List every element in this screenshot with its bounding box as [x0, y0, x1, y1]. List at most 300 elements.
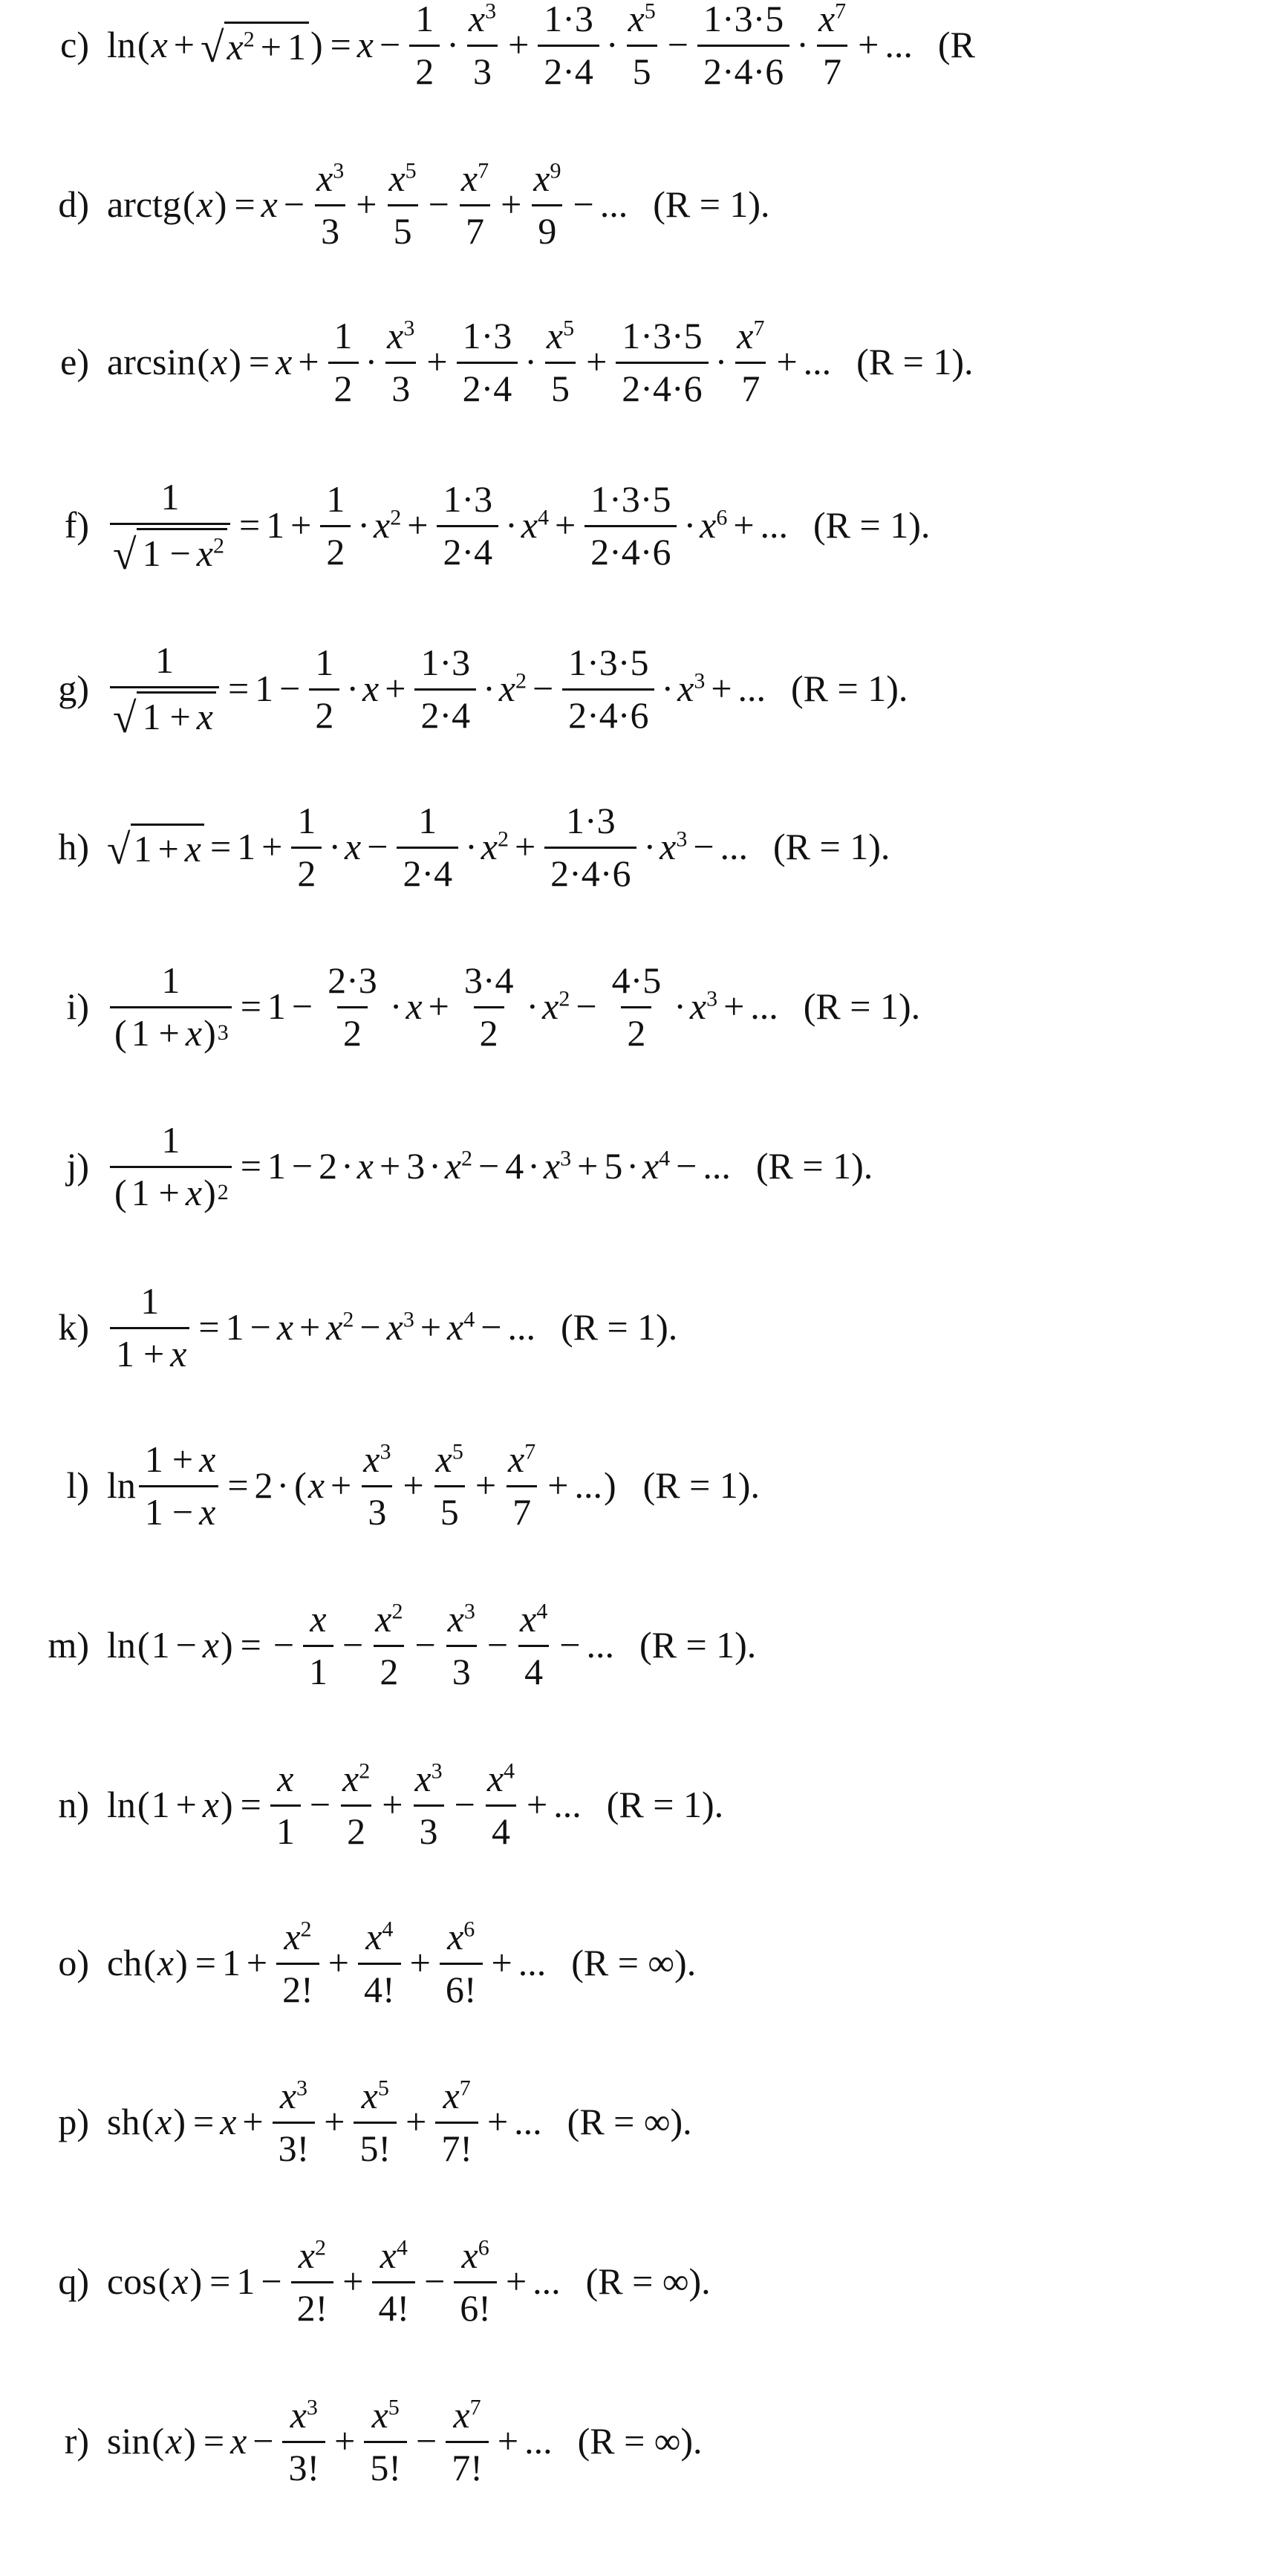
parenthesis: ( [197, 341, 210, 382]
fraction-denominator [110, 523, 230, 578]
function-name: arctg [107, 183, 181, 225]
number: 1 [131, 1171, 150, 1213]
multiplication-dot: · [276, 1464, 290, 1506]
fraction-denominator [291, 847, 322, 895]
fraction-numerator [734, 314, 767, 357]
fraction-numerator [149, 639, 180, 682]
number: 1 [142, 696, 161, 737]
formula-row [0, 791, 1270, 902]
number: 2·4 [420, 694, 471, 736]
operator: − [559, 1624, 581, 1666]
fraction [437, 477, 498, 573]
number: ... [574, 1464, 602, 1506]
multiplication-dot: · [429, 1145, 441, 1187]
number: 5 [604, 1145, 623, 1187]
variable: x [362, 668, 380, 709]
fraction-numerator [155, 959, 186, 1002]
operator: = [203, 2420, 225, 2462]
formula-expression [107, 639, 766, 742]
convergence-radius: (R = ∞). [567, 2101, 692, 2142]
power-exponent: 3 [296, 2075, 308, 2100]
power-term [380, 2234, 408, 2277]
number: 4! [378, 2286, 410, 2329]
operator: + [723, 985, 745, 1027]
number: 1 [333, 314, 353, 356]
operator: − [380, 24, 401, 65]
operator: + [497, 2420, 519, 2462]
operator: + [169, 696, 191, 737]
power-term [362, 2074, 389, 2117]
number: 4 [524, 1650, 544, 1692]
operator: = [227, 668, 250, 709]
power-term [374, 503, 401, 547]
formula-expression [107, 799, 748, 895]
multiplication-dot: · [357, 504, 371, 546]
number: 1 [267, 1145, 286, 1187]
fraction-denominator [372, 2281, 415, 2329]
fraction [538, 0, 599, 93]
operator: + [172, 1438, 194, 1480]
operator: + [486, 2101, 509, 2142]
operator: = [240, 1784, 261, 1825]
multiplication-dot: · [346, 668, 359, 709]
power-term [818, 0, 846, 40]
power-exponent: 3 [403, 315, 415, 340]
fraction [458, 959, 520, 1054]
fraction [282, 2393, 325, 2489]
number: 1 [287, 25, 306, 68]
operator: − [283, 183, 305, 225]
formula-expression [107, 0, 913, 93]
power-base: x [542, 985, 559, 1027]
number: ... [553, 1784, 582, 1825]
multiplication-dot: · [643, 826, 657, 867]
operator: + [356, 183, 377, 225]
fraction-numerator [369, 2393, 403, 2436]
fraction [358, 1915, 401, 2011]
power-base: x [279, 2074, 297, 2116]
power-base: x [453, 2393, 470, 2436]
variable: x [184, 827, 201, 870]
number: 1·3 [443, 477, 493, 520]
operator: − [309, 1784, 331, 1825]
operator: + [426, 341, 448, 382]
operator: + [175, 1784, 197, 1825]
number: 2 [342, 1011, 362, 1054]
fraction-numerator [484, 1757, 518, 1800]
multiplication-dot: · [626, 1145, 639, 1187]
operator: − [291, 1145, 313, 1187]
fraction-numerator [437, 477, 498, 521]
number: ... [599, 183, 628, 225]
power-exponent: 4 [463, 1307, 475, 1332]
operator: = [234, 183, 255, 225]
operator: − [667, 24, 688, 65]
number: 1·3 [544, 0, 593, 39]
variable: x [356, 24, 374, 65]
fraction-numerator [384, 314, 417, 357]
fraction [110, 959, 232, 1054]
power-exponent: 3 [694, 668, 706, 694]
fraction-denominator [616, 362, 708, 410]
fraction-numerator [322, 959, 383, 1002]
operator: − [253, 2420, 274, 2462]
formula-content [0, 1110, 873, 1222]
power-term [542, 985, 570, 1028]
formula-content [0, 2226, 711, 2337]
fraction-denominator [584, 525, 677, 573]
power-base: x [290, 2393, 307, 2436]
fraction-denominator [409, 45, 440, 93]
fraction [815, 0, 849, 93]
number: 1·3 [565, 799, 616, 841]
fraction-numerator [606, 959, 668, 1002]
radicand [131, 824, 204, 870]
fraction-denominator [474, 1006, 504, 1054]
number: ... [533, 2260, 561, 2302]
power-exponent: 7 [753, 315, 765, 340]
power-term [677, 667, 705, 710]
fraction-numerator [459, 2234, 492, 2277]
fraction [454, 2234, 497, 2329]
parenthesis: ( [157, 2260, 171, 2302]
function-name: ln [107, 1624, 136, 1666]
formula-content [0, 791, 890, 902]
power-base: x [380, 2234, 397, 2276]
formula-content [0, 633, 908, 744]
operator: = [195, 1942, 216, 1983]
power-base: x [374, 504, 391, 546]
fraction-numerator [274, 1757, 296, 1800]
number: 3! [288, 2446, 320, 2488]
operator: + [428, 985, 449, 1027]
power-exponent: 5 [644, 0, 656, 23]
formula-content [0, 0, 975, 100]
operator: − [478, 1145, 500, 1187]
formula-label: p) [58, 2101, 89, 2142]
power-term [375, 1597, 403, 1640]
power-base: x [365, 1915, 382, 1957]
radical-sign-icon: √ [200, 25, 224, 71]
fraction-denominator [341, 1804, 371, 1853]
power-base: x [342, 1757, 359, 1799]
convergence-radius: (R = 1). [791, 668, 908, 709]
power-base: x [298, 2234, 315, 2276]
parenthesis: ( [143, 1942, 156, 1983]
number: 3 [321, 209, 340, 252]
fraction-denominator [337, 1006, 368, 1054]
power-base: x [447, 1306, 464, 1348]
power-term [284, 1915, 311, 1958]
fraction [544, 799, 636, 895]
fraction [584, 477, 677, 573]
operator: + [406, 2101, 427, 2142]
power-term [448, 1597, 475, 1640]
power-base: x [628, 0, 645, 39]
power-base: x [414, 1757, 432, 1799]
fraction-numerator [339, 1757, 373, 1800]
operator: − [172, 1490, 194, 1533]
operator: + [298, 341, 319, 382]
number: 1 [131, 1011, 150, 1054]
parenthesis: ) [173, 2101, 186, 2142]
power-term [700, 503, 727, 547]
fraction-numerator [517, 1597, 550, 1640]
formula-label: m) [48, 1624, 89, 1666]
power-base: x [444, 1145, 462, 1187]
fraction [397, 799, 458, 895]
number: 7 [823, 50, 842, 92]
formula-content [0, 2066, 692, 2177]
operator: + [334, 2420, 356, 2462]
fraction [544, 314, 577, 410]
fraction-numerator [625, 0, 659, 40]
number: 1 [154, 639, 174, 681]
operator: + [527, 1784, 548, 1825]
multiplication-dot: · [328, 826, 342, 867]
power-exponent: 3 [380, 1438, 391, 1464]
number: 2·4 [443, 530, 493, 573]
power-base: x [520, 1597, 537, 1640]
fraction-numerator [616, 314, 708, 357]
number: 2 [380, 1650, 399, 1692]
power-exponent: 3 [463, 1598, 475, 1623]
variable: x [310, 1597, 327, 1640]
power-base: x [481, 826, 498, 867]
fraction-denominator [627, 45, 657, 93]
convergence-radius: (R = ∞). [585, 2260, 711, 2302]
number: 2 [315, 694, 334, 736]
fraction-denominator [303, 1645, 333, 1693]
fraction-denominator [362, 1485, 392, 1533]
formula-expression [107, 1597, 614, 1693]
number: 2·4·6 [622, 367, 703, 409]
operator: − [414, 1624, 436, 1666]
power-exponent: 6 [463, 1916, 475, 1941]
power-base: x [498, 668, 515, 709]
power-base: x [460, 157, 478, 199]
fraction [273, 2074, 316, 2170]
power-term [487, 1757, 515, 1800]
power-term [481, 825, 509, 868]
power-term [227, 25, 255, 68]
operator: = [238, 504, 261, 546]
power-base: x [196, 532, 213, 574]
fraction [414, 641, 476, 737]
variable: x [185, 1171, 203, 1213]
fraction-denominator [364, 2441, 407, 2489]
fraction-denominator [467, 45, 498, 93]
formula-label: e) [60, 341, 89, 382]
power-term [628, 0, 656, 40]
operator: + [776, 341, 798, 382]
fraction-numerator [440, 2074, 474, 2117]
number: 2·4·6 [590, 530, 671, 573]
parenthesis: ( [294, 1464, 307, 1506]
operator: + [158, 1171, 180, 1213]
fraction [339, 1757, 373, 1853]
multiplication-dot: · [365, 341, 378, 382]
number: 1·3 [420, 641, 471, 683]
number: 1 [161, 959, 180, 1001]
variable: x [261, 183, 278, 225]
convergence-radius: (R = 1). [803, 985, 921, 1027]
fraction-numerator [458, 157, 492, 200]
number: 1 [160, 476, 180, 518]
number: 1 [315, 641, 334, 683]
power-exponent: 3 [485, 0, 497, 23]
parenthesis: ) [220, 1784, 233, 1825]
fraction-denominator [544, 847, 636, 895]
power-exponent: 4 [382, 1916, 394, 1941]
fraction [291, 799, 322, 895]
power-exponent: 2 [461, 1146, 473, 1171]
formula-content [0, 1271, 677, 1383]
fraction-denominator [139, 1485, 218, 1533]
formula-row [0, 469, 1270, 581]
number: 1 [309, 1650, 328, 1692]
operator: + [733, 504, 755, 546]
number: 9 [538, 209, 557, 252]
number: 3·4 [463, 959, 514, 1001]
formula-content [0, 149, 770, 260]
number: 2 [254, 1464, 273, 1506]
operator: − [291, 985, 313, 1027]
variable: x [196, 696, 213, 737]
square-root [113, 691, 216, 742]
power-base: x [435, 1438, 452, 1480]
number: 4·5 [611, 959, 662, 1001]
power-exponent: 2 [390, 505, 402, 530]
number: 2 [415, 50, 434, 92]
fraction-denominator [434, 1485, 465, 1533]
fraction [384, 314, 417, 410]
multiplication-dot: · [389, 985, 403, 1027]
power-term [469, 0, 496, 40]
power-base: x [284, 1915, 301, 1957]
square-root [200, 22, 309, 71]
fraction [313, 157, 347, 252]
formula-label: k) [58, 1306, 89, 1348]
power-exponent: 4 [504, 1758, 515, 1783]
power-exponent: 7 [524, 1438, 536, 1464]
fraction-numerator [505, 1438, 538, 1481]
number: ... [737, 668, 766, 709]
operator: − [576, 985, 597, 1027]
number: 7 [741, 367, 761, 409]
power-exponent: 2 [515, 668, 527, 694]
number: 1 [267, 985, 286, 1027]
operator: + [246, 1942, 268, 1983]
operator: + [382, 1784, 403, 1825]
power-exponent: 2 [559, 986, 570, 1011]
formula-label: h) [58, 826, 89, 867]
power-base: x [700, 504, 717, 546]
fraction [466, 0, 499, 93]
power-exponent: 2 [359, 1758, 371, 1783]
operator: = [248, 341, 270, 382]
power-base: x [375, 1597, 392, 1640]
operator: + [409, 1942, 431, 1983]
power-exponent: 6 [716, 505, 728, 530]
parenthesis: ) [229, 341, 241, 382]
convergence-radius: (R = 1). [653, 183, 770, 225]
operator: − [693, 826, 714, 867]
fraction [110, 1279, 189, 1375]
fraction-numerator [320, 477, 351, 521]
power-base: x [677, 668, 694, 709]
fraction-numerator [414, 641, 476, 684]
operator: − [250, 1306, 271, 1348]
convergence-radius: (R = ∞). [577, 2420, 703, 2462]
power-base: x [689, 985, 707, 1027]
operator: = [209, 826, 232, 867]
function-name: sh [107, 2101, 140, 2142]
parenthesis: ) [189, 2260, 203, 2302]
parenthesis: ( [137, 1784, 150, 1825]
fraction-denominator: ( 1 + x ) 2 [110, 1166, 232, 1214]
operator: − [342, 1624, 364, 1666]
power-term [363, 1438, 391, 1481]
fraction [435, 2074, 478, 2170]
operator: + [290, 504, 312, 546]
operator: + [157, 827, 179, 870]
number: ... [703, 1145, 731, 1187]
power-base: x [227, 25, 244, 68]
operator: − [416, 2420, 437, 2462]
operator: + [403, 1464, 424, 1506]
number: 1·3·5 [703, 0, 784, 39]
power-exponent: 5 [388, 2394, 400, 2419]
formula-expression [107, 314, 831, 410]
variable: x [172, 2260, 189, 2302]
fraction [303, 1597, 333, 1693]
number: 1 [144, 1438, 163, 1480]
operator: + [173, 24, 195, 65]
number: 1 [266, 504, 285, 546]
number: 4 [505, 1145, 524, 1187]
square-root [107, 824, 204, 873]
fraction-denominator [697, 45, 789, 93]
number: 3 [472, 50, 492, 92]
power-exponent: 3 [676, 826, 688, 852]
radical-sign-icon: √ [113, 531, 137, 578]
power-base: x [326, 1306, 343, 1348]
formula-row [0, 1589, 1270, 1701]
convergence-radius: (R [937, 24, 975, 65]
parenthesis: ( [182, 183, 195, 225]
power-exponent: 2 [342, 1307, 354, 1332]
multiplication-dot: · [446, 24, 459, 65]
number: ... [586, 1624, 614, 1666]
number: ... [803, 341, 832, 382]
variable: x [202, 1784, 219, 1825]
power-term [737, 314, 764, 357]
power-term [387, 1305, 414, 1349]
power-base: x [508, 1438, 525, 1480]
formula-row [0, 633, 1270, 744]
parenthesis: ( [152, 2420, 165, 2462]
fraction-numerator [560, 799, 622, 842]
fraction-numerator [445, 1597, 478, 1640]
convergence-radius: (R = 1). [813, 504, 931, 546]
fraction [139, 1438, 218, 1533]
fraction-numerator [562, 641, 654, 684]
convergence-radius: (R = 1). [639, 1624, 757, 1666]
fraction-numerator [584, 477, 677, 521]
operator: + [547, 1464, 569, 1506]
variable: x [230, 2420, 247, 2462]
